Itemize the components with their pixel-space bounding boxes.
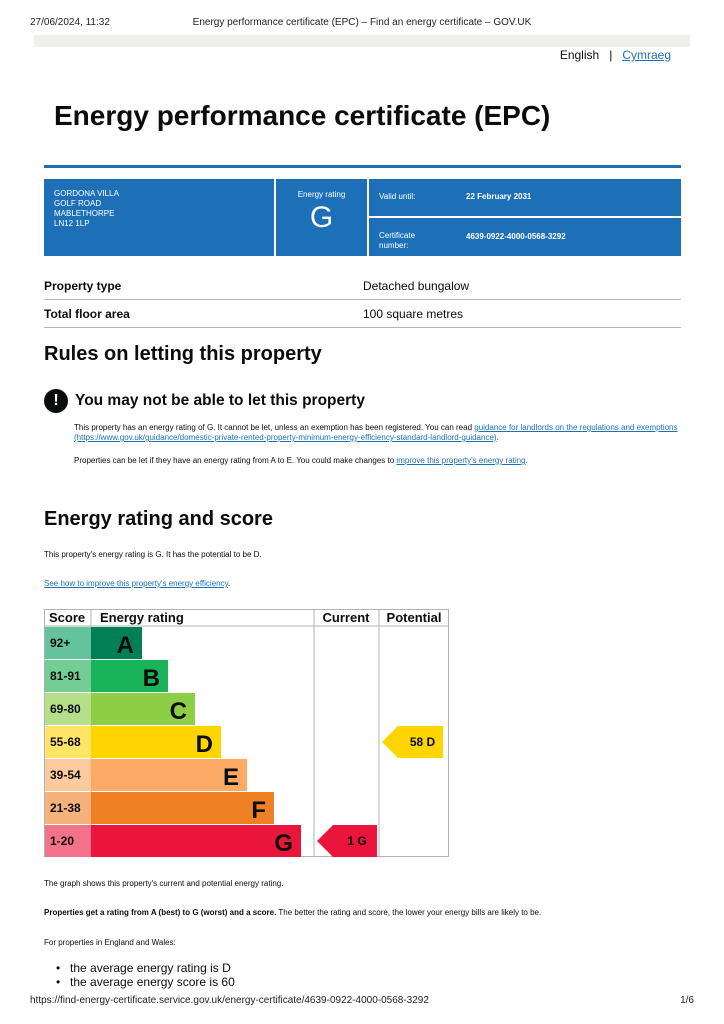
valid-until-value: 22 February 2031	[466, 192, 532, 201]
print-page-number: 1/6	[680, 995, 694, 1006]
list-item: • the average energy rating is D	[54, 961, 235, 975]
improve-rating-link[interactable]: improve this property's energy rating	[396, 456, 526, 465]
summary-value: 100 square metres	[363, 307, 464, 321]
summary-row	[44, 300, 681, 328]
score-label: 1-20	[50, 834, 75, 848]
potential-rating-label: 58 D	[409, 735, 436, 749]
rating-intro: This property's energy rating is G. It has the potential to be D.	[44, 550, 262, 559]
landlord-guidance-link[interactable]: guidance for landlords on the regulations and exemptions (https://www.gov.uk/guidance/domestic-private-rented-property-minimum-energy-efficiency-standard-landlord-guidance)	[74, 423, 678, 442]
property-address	[54, 189, 119, 229]
score-label: 55-68	[50, 735, 81, 749]
letting-heading: Rules on letting this property	[44, 343, 322, 365]
summary-value: Detached bungalow	[363, 279, 470, 293]
rating-bar	[91, 792, 274, 824]
certificate-summary-box	[44, 179, 681, 256]
warning-title: You may not be able to let this property	[75, 392, 365, 409]
certificate-number-value: 4639-0922-4000-0568-3292	[466, 232, 566, 241]
summary-row	[44, 272, 681, 300]
address-line: GOLF ROAD	[54, 199, 102, 208]
title-rule	[44, 165, 681, 168]
energy-rating-label: Energy rating	[297, 190, 346, 199]
rating-letter: D	[195, 731, 213, 758]
chart-header: Potential	[386, 610, 442, 625]
letting-text: .	[525, 456, 528, 465]
list-item: • the average energy score is 60	[54, 975, 235, 989]
print-title: Energy performance certificate (EPC) – Find an energy certificate – GOV.UK	[192, 17, 532, 28]
language-current: English	[559, 48, 600, 62]
print-timestamp: 27/06/2024, 11:32	[30, 17, 110, 28]
warning-icon: !	[44, 389, 68, 413]
rating-heading: Energy rating and score	[44, 508, 273, 530]
rating-letter: G	[274, 830, 293, 857]
page-title: Energy performance certificate (EPC)	[54, 100, 551, 131]
rating-letter: B	[142, 665, 160, 692]
link-suffix: .	[228, 579, 231, 588]
letting-paragraph-1	[74, 423, 679, 443]
valid-until-label: Valid until:	[379, 192, 416, 201]
summary-key: Property type	[44, 279, 122, 293]
chart-header: Score	[49, 610, 86, 625]
chart-header: Energy rating	[100, 610, 184, 625]
letting-paragraph-2	[74, 456, 679, 466]
score-label: 92+	[50, 636, 71, 650]
print-header	[0, 17, 724, 31]
language-switcher	[560, 48, 671, 62]
energy-rating-graph	[44, 609, 449, 857]
rating-bar	[91, 825, 301, 857]
address-line: MABLETHORPE	[54, 209, 115, 218]
rating-letter: F	[251, 797, 266, 824]
letting-text: .	[496, 433, 499, 442]
language-separator: |	[609, 48, 613, 62]
score-label: 39-54	[50, 768, 81, 782]
graph-caption: The graph shows this property's current and potential energy rating.	[44, 879, 284, 888]
average-intro: For properties in England and Wales:	[44, 938, 176, 947]
rating-letter: E	[222, 764, 239, 791]
chart-header: Current	[322, 610, 370, 625]
score-label: 21-38	[50, 801, 81, 815]
current-rating-label: 1 G	[347, 834, 367, 848]
score-label: 81-91	[50, 669, 81, 683]
rating-scale-bold: Properties get a rating from A (best) to G (worst) and a score.	[44, 908, 277, 917]
certificate-number-label: Certificate number:	[379, 231, 416, 250]
energy-rating-chart	[44, 609, 449, 857]
header-bar	[34, 35, 690, 47]
print-url: https://find-energy-certificate.service.gov.uk/energy-certificate/4639-0922-4000-0568-3292	[30, 995, 429, 1006]
rating-letter: C	[169, 698, 187, 725]
improve-efficiency-paragraph	[44, 579, 684, 589]
rating-scale-rest: The better the rating and score, the lower your energy bills are likely to be.	[276, 908, 542, 917]
energy-rating-letter: G	[309, 201, 334, 234]
average-list	[54, 961, 235, 989]
address-line: GORDONA VILLA	[54, 189, 119, 198]
letting-text: This property has an energy rating of G. It cannot be let, unless an exemption has been registered. You can read	[74, 423, 475, 432]
rating-scale-note	[44, 908, 684, 918]
property-summary-list	[44, 272, 681, 328]
rating-letter: A	[116, 632, 134, 659]
summary-key: Total floor area	[44, 307, 130, 321]
improve-efficiency-link[interactable]: See how to improve this property's energy efficiency	[44, 579, 228, 588]
warning-callout	[44, 389, 365, 413]
language-cymraeg-link[interactable]: Cymraeg	[622, 48, 671, 62]
address-line: LN12 1LP	[54, 219, 90, 228]
letting-text: Properties can be let if they have an energy rating from A to E. You could make changes to	[74, 456, 397, 465]
score-label: 69-80	[50, 702, 81, 716]
divider	[369, 216, 681, 218]
